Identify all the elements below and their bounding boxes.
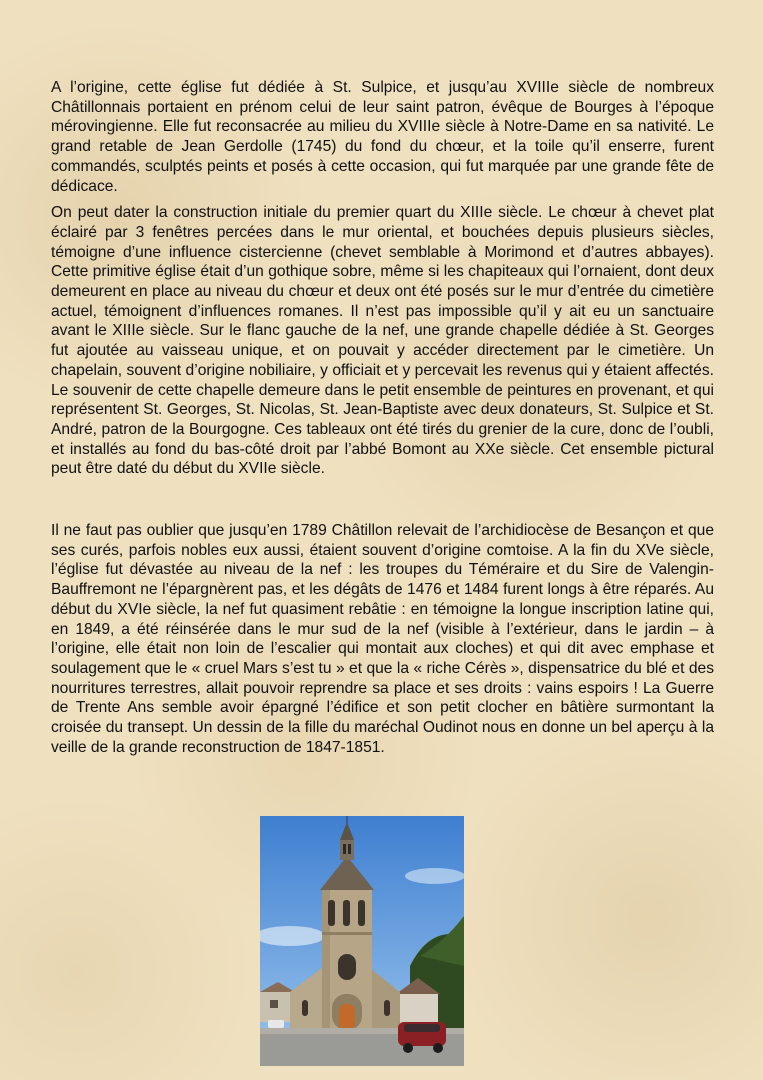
document-body	[51, 78, 714, 758]
paragraph-construction: On peut dater la construction initiale du premier quart du XIIIe siècle. Le chœur à chevet plat éclairé par 3 fenêtres percées dans le mur oriental, et bouchées depuis plusieurs siècles, témoigne d’une influence cistercienne (chevet semblable à Morimond et d’autres abbayes). Cette primitive église était d’un gothique sobre, même si les chapiteaux qui l’ornaient, dont deux demeurent en place au niveau du chœur et deux ont été posés sur le mur d’entrée du cimetière actuel, témoignent d’influences romanes. Il n’est pas impossible qu’il y ait eu un sanctuaire avant le XIIIe siècle. Sur le flanc gauche de la nef, une grande chapelle dédiée à St. Georges fut ajoutée au vaisseau unique, et on pouvait y accéder directement par le cimetière. Un chapelain, souvent d’origine nobiliaire, y officiait et y percevait les revenus qui y étaient affectés. Le souvenir de cette chapelle demeure dans le petit ensemble de peintures en provenant, et qui représentent St. Georges, St. Nicolas, St. Jean-Baptiste avec deux donateurs, St. Sulpice et St. André, patron de la Bourgogne. Ces tableaux ont été tirés du grenier de la cure, donc de l’oubli, et installés au fond du bas-côté droit par l’abbé Bomont au XXe siècle. Cet ensemble pictural peut être daté du début du XVIIe siècle.	[51, 204, 714, 478]
paragraph-history: Il ne faut pas oublier que jusqu’en 1789 Châtillon relevait de l’archidiocèse de Besançon et que ses curés, parfois nobles eux aussi, étaient souvent d’origine comtoise. A la fin du XVe siècle, l’église fut dévastée au niveau de la nef : les troupes du Téméraire et du Sire de Valengin-Bauffremont ne l’épargnèrent pas, et les dégâts de 1476 et 1484 furent longs à être réparés. Au début du XVIe siècle, la nef fut quasiment rebâtie : en témoigne la longue inscription latine qui, en 1849, a été réinsérée dans le mur sud de la nef (visible à l’extérieur, dans le jardin – à l’origine, elle était non loin de l’escalier qui montait aux cloches) et qui dit avec emphase et soulagement que le « cruel Mars s’est tu » et que la « riche Cérès », dispensatrice du blé et des nourritures terrestres, allait pouvoir reprendre sa place et ses droits : vains espoirs ! La Guerre de Trente Ans semble avoir épargné l’édifice et son petit clocher en bâtière surmontant la croisée du transept. Un dessin de la fille du maréchal Oudinot nous en donne un bel aperçu à la veille de la grande reconstruction de 1847-1851.	[51, 522, 714, 756]
paragraph-dedication: A l’origine, cette église fut dédiée à St. Sulpice, et jusqu’au XVIIIe siècle de nombreux Châtillonnais portaient en prénom celui de leur saint patron, évêque de Bourges à l’époque mérovingienne. Elle fut reconsacrée au milieu du XVIIIe siècle à Notre-Dame en sa nativité. Le grand retable de Jean Gerdolle (1745) du fond du chœur, et la toile qu’il enserre, furent commandés, sculptés peints et posés à cette occasion, qui fut marquée par une grande fête de dédicace.	[51, 79, 714, 195]
church-photo	[260, 816, 464, 1066]
